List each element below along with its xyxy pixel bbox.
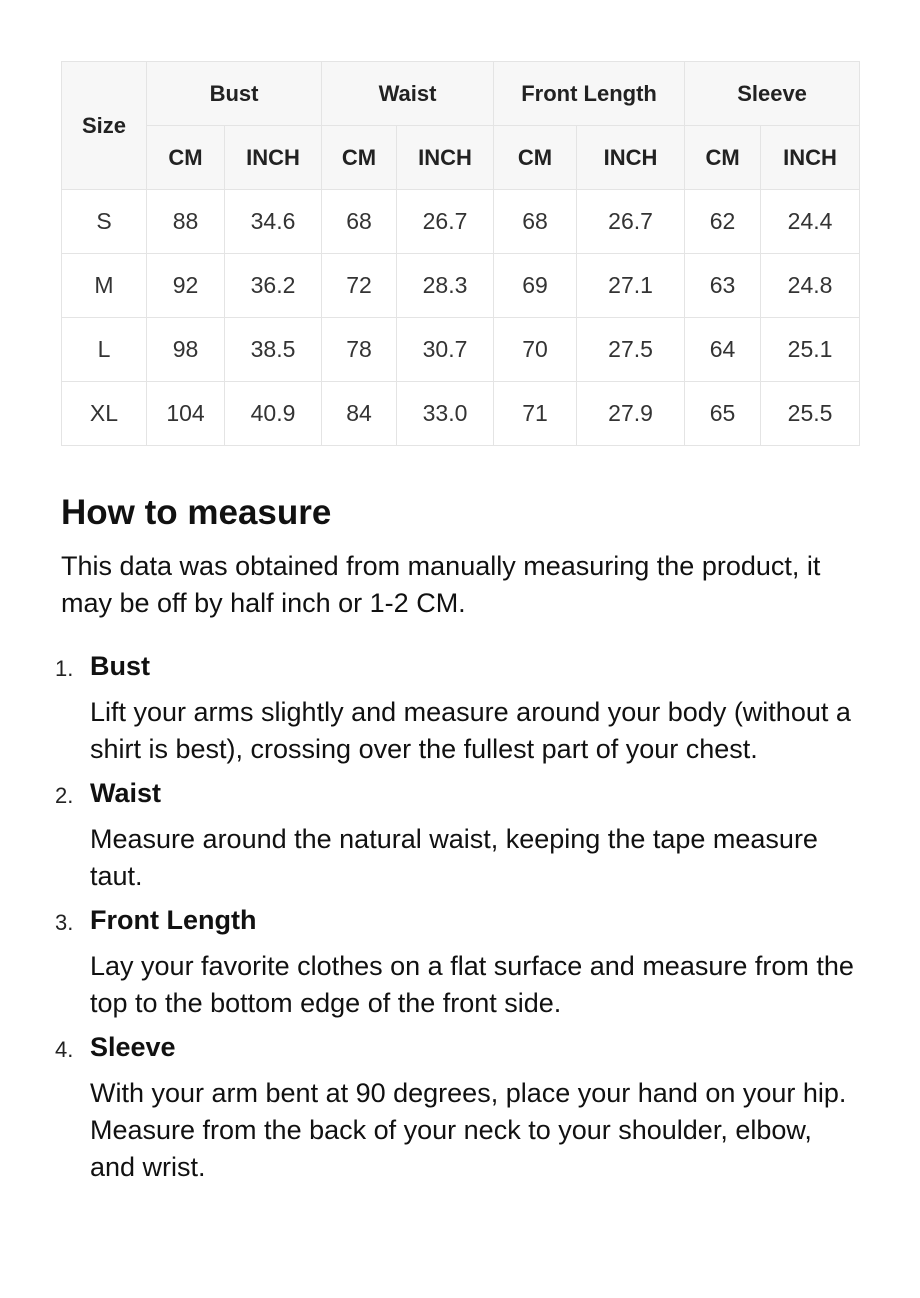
table-cell: 25.1 bbox=[761, 318, 860, 382]
table-cell: 84 bbox=[322, 382, 397, 446]
waist-group-header: Waist bbox=[322, 62, 494, 126]
table-row bbox=[62, 190, 860, 254]
table-unit-header-row bbox=[62, 126, 860, 190]
step-number: 4. bbox=[55, 1037, 74, 1062]
front-length-group-header: Front Length bbox=[494, 62, 685, 126]
table-row bbox=[62, 318, 860, 382]
step-number: 2. bbox=[55, 783, 74, 808]
unit-header: INCH bbox=[225, 126, 322, 190]
table-cell: 24.4 bbox=[761, 190, 860, 254]
table-cell: 62 bbox=[685, 190, 761, 254]
intro-text: This data was obtained from manually measuring the product, it may be off by half inch or 1-2 CM. bbox=[61, 551, 821, 618]
unit-header: CM bbox=[685, 126, 761, 190]
unit-header: INCH bbox=[761, 126, 860, 190]
size-column-header: Size bbox=[62, 62, 147, 190]
table-cell: 33.0 bbox=[397, 382, 494, 446]
step-title: Waist bbox=[90, 778, 162, 808]
step-description: With your arm bent at 90 degrees, place your hand on your hip. Measure from the back of your neck to your shoulder, elbow, and wrist. bbox=[90, 1078, 847, 1182]
unit-header: INCH bbox=[577, 126, 685, 190]
sleeve-group-header: Sleeve bbox=[685, 62, 860, 126]
table-cell: 38.5 bbox=[225, 318, 322, 382]
size-cell: M bbox=[62, 254, 147, 318]
unit-header: CM bbox=[494, 126, 577, 190]
table-cell: 63 bbox=[685, 254, 761, 318]
step-title: Sleeve bbox=[90, 1032, 176, 1062]
step-title: Front Length bbox=[90, 905, 257, 935]
unit-header: CM bbox=[322, 126, 397, 190]
table-cell: 68 bbox=[322, 190, 397, 254]
table-cell: 26.7 bbox=[577, 190, 685, 254]
bust-group-header: Bust bbox=[147, 62, 322, 126]
table-cell: 98 bbox=[147, 318, 225, 382]
measurement-steps-list bbox=[55, 648, 861, 1186]
table-cell: 78 bbox=[322, 318, 397, 382]
table-cell: 69 bbox=[494, 254, 577, 318]
table-cell: 30.7 bbox=[397, 318, 494, 382]
table-cell: 104 bbox=[147, 382, 225, 446]
table-row bbox=[62, 382, 860, 446]
size-cell: L bbox=[62, 318, 147, 382]
size-chart-table bbox=[61, 61, 860, 446]
table-row bbox=[62, 254, 860, 318]
step-title: Bust bbox=[90, 651, 150, 681]
table-cell: 24.8 bbox=[761, 254, 860, 318]
size-cell: S bbox=[62, 190, 147, 254]
table-cell: 36.2 bbox=[225, 254, 322, 318]
list-item bbox=[55, 648, 861, 768]
step-description: Lay your favorite clothes on a flat surface and measure from the top to the bottom edge of the front side. bbox=[90, 951, 854, 1018]
step-description: Measure around the natural waist, keeping the tape measure taut. bbox=[90, 824, 818, 891]
table-cell: 64 bbox=[685, 318, 761, 382]
table-cell: 27.1 bbox=[577, 254, 685, 318]
table-cell: 88 bbox=[147, 190, 225, 254]
table-cell: 27.5 bbox=[577, 318, 685, 382]
table-group-header-row bbox=[62, 62, 860, 126]
table-cell: 27.9 bbox=[577, 382, 685, 446]
table-cell: 70 bbox=[494, 318, 577, 382]
table-cell: 34.6 bbox=[225, 190, 322, 254]
step-number: 3. bbox=[55, 910, 74, 935]
step-number: 1. bbox=[55, 656, 74, 681]
table-cell: 25.5 bbox=[761, 382, 860, 446]
list-item bbox=[55, 775, 861, 895]
table-cell: 26.7 bbox=[397, 190, 494, 254]
list-item bbox=[55, 1029, 861, 1186]
table-cell: 71 bbox=[494, 382, 577, 446]
table-cell: 92 bbox=[147, 254, 225, 318]
step-description: Lift your arms slightly and measure around your body (without a shirt is best), crossing over the fullest part of your chest. bbox=[90, 697, 851, 764]
table-cell: 65 bbox=[685, 382, 761, 446]
table-cell: 72 bbox=[322, 254, 397, 318]
table-cell: 68 bbox=[494, 190, 577, 254]
unit-header: INCH bbox=[397, 126, 494, 190]
list-item bbox=[55, 902, 861, 1022]
how-to-measure-section bbox=[55, 490, 861, 1193]
size-cell: XL bbox=[62, 382, 147, 446]
unit-header: CM bbox=[147, 126, 225, 190]
table-cell: 40.9 bbox=[225, 382, 322, 446]
table-cell: 28.3 bbox=[397, 254, 494, 318]
section-title: How to measure bbox=[61, 493, 332, 532]
